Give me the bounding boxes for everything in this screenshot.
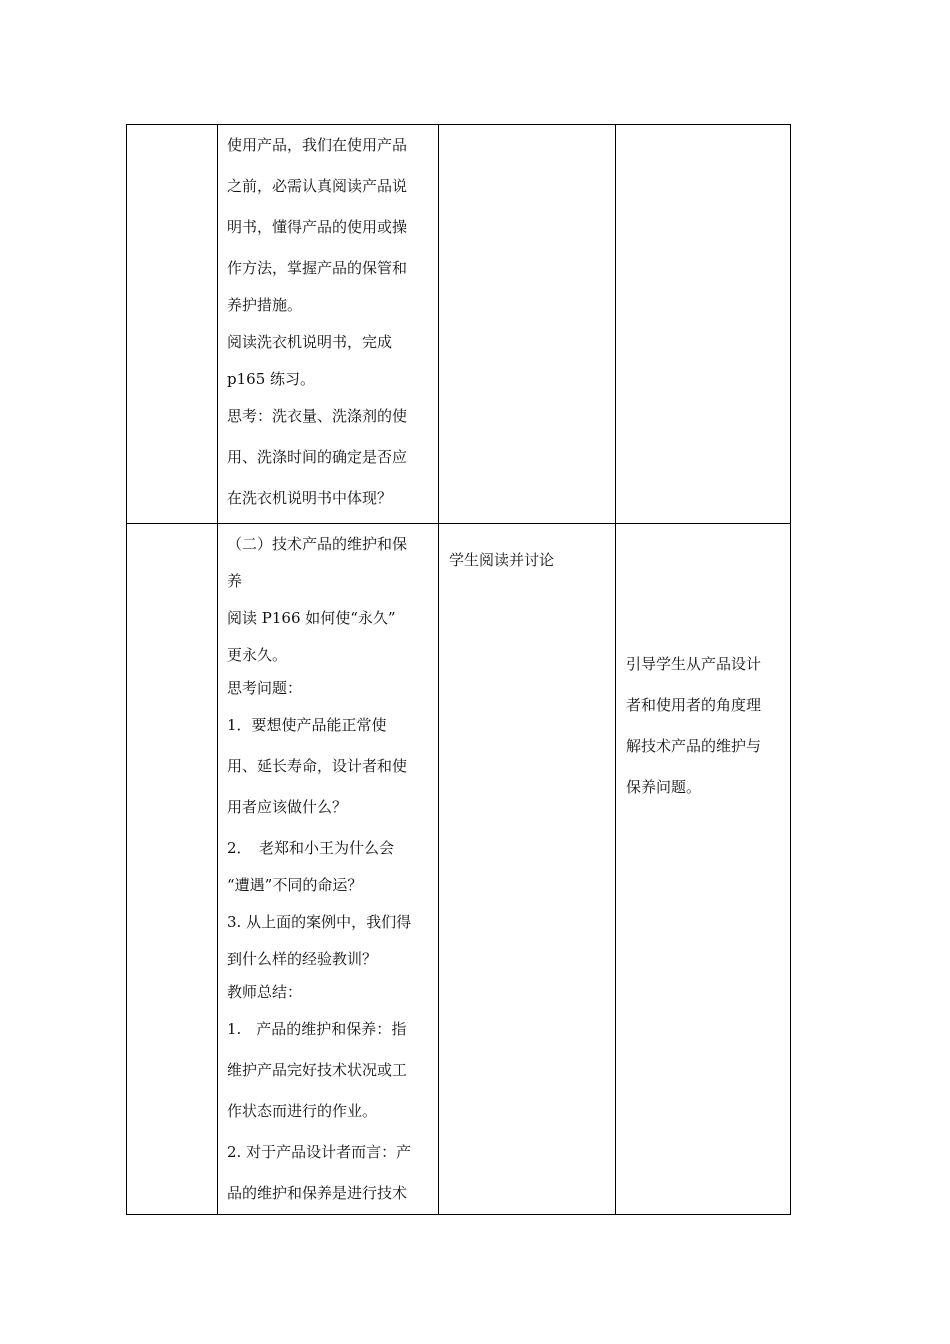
text-line: 之前，必需认真阅读产品说 bbox=[227, 177, 408, 195]
table-row bbox=[127, 125, 791, 524]
text-line: p165 练习。 bbox=[227, 370, 316, 388]
text-line: 阅读洗衣机说明书，完成 bbox=[227, 333, 393, 351]
row2-design-intent bbox=[616, 524, 791, 1215]
text-line: 用者应该做什么？ bbox=[227, 798, 348, 816]
text-line: 作方法，掌握产品的保管和 bbox=[227, 259, 408, 277]
text-line: 思考：洗衣量、洗涤剂的使 bbox=[227, 407, 408, 425]
text-line: 引导学生从产品设计 bbox=[626, 655, 762, 673]
text-line: 者和使用者的角度理 bbox=[626, 696, 762, 714]
text-line: “遭遇”不同的命运？ bbox=[227, 876, 363, 894]
text-line: 作状态而进行的作业。 bbox=[227, 1102, 378, 1120]
text-line: 2． 老郑和小王为什么会 bbox=[227, 839, 395, 857]
student-activity-text: 学生阅读并讨论 bbox=[449, 551, 555, 569]
text-line: 阅读 P166 如何使“永久” bbox=[227, 609, 396, 627]
row2-col1 bbox=[127, 524, 218, 1215]
text-line: 1．要想使产品能正常使 bbox=[227, 716, 387, 734]
row1-student-activity bbox=[439, 125, 616, 524]
text-line: 保养问题。 bbox=[626, 778, 702, 796]
text-line: 维护产品完好技术状况或工 bbox=[227, 1061, 408, 1079]
row1-design-intent bbox=[616, 125, 791, 524]
text-line: 品的维护和保养是进行技术 bbox=[227, 1184, 408, 1202]
text-line: 2. 对于产品设计者而言：产 bbox=[227, 1143, 412, 1161]
text-line: 到什么样的经验教训？ bbox=[227, 950, 378, 968]
row2-student-activity bbox=[439, 524, 616, 1215]
text-line: 更永久。 bbox=[227, 646, 288, 664]
row2-teacher-activity bbox=[218, 524, 439, 1215]
text-line: 教师总结： bbox=[227, 983, 303, 1001]
text-line: 明书，懂得产品的使用或操 bbox=[227, 218, 408, 236]
text-line: 使用产品，我们在使用产品 bbox=[227, 136, 408, 154]
row1-col1 bbox=[127, 125, 218, 524]
text-line: 用、延长寿命，设计者和使 bbox=[227, 757, 408, 775]
text-line: 3. 从上面的案例中，我们得 bbox=[227, 913, 412, 931]
text-line: 用、洗涤时间的确定是否应 bbox=[227, 448, 408, 466]
text-line: 思考问题： bbox=[227, 679, 303, 697]
text-line: 1. 产品的维护和保养：指 bbox=[227, 1020, 407, 1038]
text-line: 养 bbox=[227, 572, 243, 590]
text-line: 养护措施。 bbox=[227, 296, 303, 314]
text-line: 在洗衣机说明书中体现？ bbox=[227, 489, 393, 507]
lesson-table bbox=[126, 124, 791, 1215]
row1-teacher-activity bbox=[218, 125, 439, 524]
text-line: （二）技术产品的维护和保 bbox=[227, 535, 408, 553]
table-row bbox=[127, 524, 791, 1215]
text-line: 解技术产品的维护与 bbox=[626, 737, 762, 755]
